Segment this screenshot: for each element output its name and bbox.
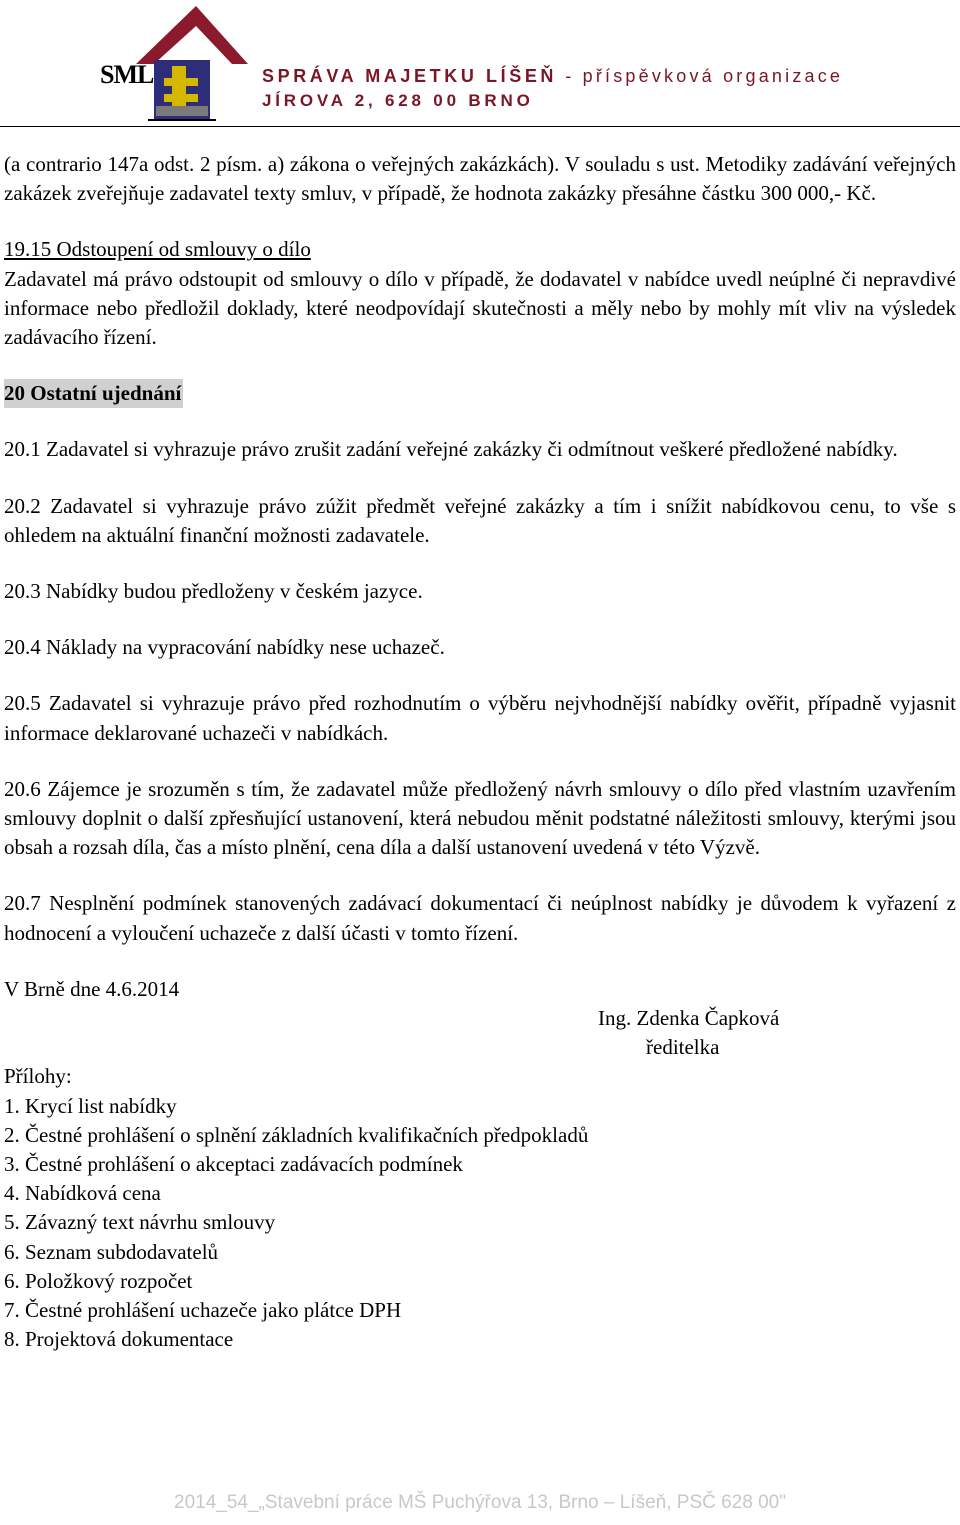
page-footer: 2014_54_„Stavební práce MŠ Puchýřova 13, Brno – Líšeň, PSČ 628 00" (174, 1492, 786, 1513)
section-20-heading: 20 Ostatní ujednání (4, 379, 183, 408)
list-item: 3. Čestné prohlášení o akceptaci zadávacích podmínek (4, 1152, 463, 1177)
organization-name (262, 66, 843, 87)
clause-20-7: 20.7 Nesplnění podmínek stanovených zadávací dokumentací či neúplnost nabídky je důvodem k vyřazení z hodnocení a vyloučení uchazeče z další účasti v tomto řízení. (4, 891, 956, 945)
signatory-role: ředitelka (646, 1035, 720, 1060)
date-line: V Brně dne 4.6.2014 (4, 976, 180, 1001)
list-item: 1. Krycí list nabídky (4, 1093, 177, 1118)
list-item: 2. Čestné prohlášení o splnění základních kvalifikačních předpokladů (4, 1122, 589, 1147)
organization-type: - příspěvková organizace (557, 66, 844, 86)
organization-address: JÍROVA 2, 628 00 BRNO (262, 91, 534, 110)
header-divider (0, 126, 960, 127)
list-item: 6. Položkový rozpočet (4, 1268, 193, 1293)
section-20-heading-row (4, 379, 956, 408)
attachments-title: Přílohy: (4, 1064, 72, 1089)
list-item: 6. Seznam subdodavatelů (4, 1239, 219, 1264)
logo-abbreviation: SML (100, 60, 154, 89)
clause-20-2: 20.2 Zadavatel si vyhrazuje právo zúžit předmět veřejné zakázky a tím i snížit nabídkovou cenu, to vše s ohledem na aktuální finanční možnosti zadavatele. (4, 493, 956, 547)
attachments-list (4, 1062, 956, 1354)
clause-20-1: 20.1 Zadavatel si vyhrazuje právo zrušit zadání veřejné zakázky či odmítnout veškeré předložené nabídky. (4, 437, 898, 462)
section-19-15-title (4, 235, 956, 264)
list-item: 8. Projektová dokumentace (4, 1327, 234, 1352)
section-title-text: 19.15 Odstoupení od smlouvy o dílo (4, 237, 311, 262)
signatory-name: Ing. Zdenka Čapková (598, 1006, 780, 1031)
list-item: 5. Závazný text návrhu smlouvy (4, 1210, 276, 1235)
document-body (4, 150, 956, 1355)
signature-block (4, 1004, 956, 1062)
clause-20-4: 20.4 Náklady na vypracování nabídky nese uchazeč. (4, 635, 445, 660)
letterhead (0, 0, 960, 140)
list-item: 7. Čestné prohlášení uchazeče jako plátce DPH (4, 1298, 402, 1323)
organization-title: SPRÁVA MAJETKU LÍŠEŇ (262, 66, 558, 86)
clause-20-3: 20.3 Nabídky budou předloženy v českém jazyce. (4, 579, 423, 604)
clause-20-6: 20.6 Zájemce je srozuměn s tím, že zadavatel může předložený návrh smlouvy o dílo před vlastním uzavřením smlouvy doplnit o další zpřesňující ustanovení, která nebudou měnit podstatné náležitosti smlouvy, kterými jsou obsah a rozsah díla, čas a místo plnění, cena díla a další ustanovení uvedená v této Výzvě. (4, 776, 956, 860)
clause-20-5: 20.5 Zadavatel si vyhrazuje právo před rozhodnutím o výběru nejvhodnější nabídky ověřit, případně vyjasnit informace deklarované uchazeči v nabídkách. (4, 691, 956, 745)
list-item: 4. Nabídková cena (4, 1181, 161, 1206)
intro-paragraph: (a contrario 147a odst. 2 písm. a) zákona o veřejných zakázkách). V souladu s ust. Metodiky zadávání veřejných zakázek zveřejňuje zadavatel texty smluv, v případě, že hodnota zakázky přesáhne částku 300 000,- Kč. (4, 152, 956, 206)
section-19-15-text: Zadavatel má právo odstoupit od smlouvy o dílo v případě, že dodavatel v nabídce uvedl neúplné či nepravdivé informace nebo předložil doklady, které neodpovídají skutečnosti a měly nebo by mohly mít vliv na výsledek zadávacího řízení. (4, 266, 956, 350)
